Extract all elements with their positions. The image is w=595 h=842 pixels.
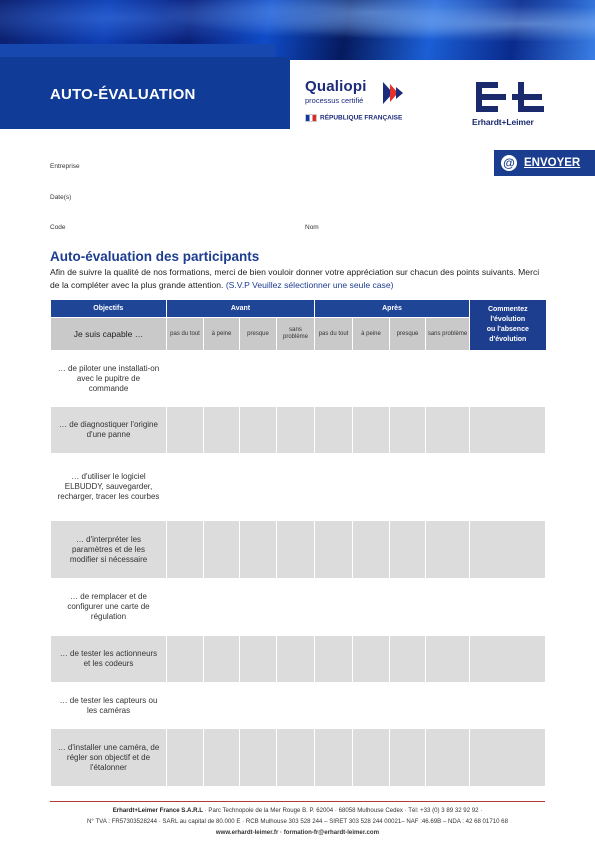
rating-cell-apres-4[interactable]	[426, 579, 470, 636]
erhardt-leimer-logo-icon	[472, 80, 548, 114]
intro-text: Afin de suivre la qualité de nos formations, merci de bien vouloir donner votre appréciation sur chacun des points suivants. Merci de la compléter avec la plus grande attention.	[50, 267, 540, 290]
comment-cell[interactable]	[470, 579, 546, 636]
rating-cell-avant-4[interactable]	[277, 351, 315, 407]
qualiopi-arrows-icon	[381, 80, 407, 106]
rating-cell-apres-4[interactable]	[426, 683, 470, 729]
field-entreprise-label: Entreprise	[50, 163, 80, 170]
scale-apres-sans-probleme: sans problème	[426, 318, 470, 351]
rating-cell-avant-4[interactable]	[277, 579, 315, 636]
rating-cell-apres-4[interactable]	[426, 729, 470, 787]
republique-francaise-mark	[305, 114, 402, 122]
rating-cell-apres-1[interactable]	[315, 521, 353, 579]
rating-cell-apres-1[interactable]	[315, 579, 353, 636]
objective-label: … de diagnostiquer l'origine d'une panne	[51, 407, 167, 454]
field-nom-label: Nom	[305, 224, 319, 231]
rating-cell-avant-4[interactable]	[277, 636, 315, 683]
rating-cell-avant-1[interactable]	[167, 407, 204, 454]
rating-cell-apres-3[interactable]	[390, 579, 426, 636]
rating-cell-avant-3[interactable]	[240, 351, 277, 407]
table-row	[51, 521, 546, 579]
rating-cell-avant-3[interactable]	[240, 407, 277, 454]
comment-header-line: Commentez	[487, 306, 528, 313]
rating-cell-avant-3[interactable]	[240, 729, 277, 787]
comment-cell[interactable]	[470, 521, 546, 579]
rating-cell-avant-2[interactable]	[204, 454, 240, 521]
objective-label: … de tester les actionneurs et les codeurs	[51, 636, 167, 683]
rating-cell-apres-1[interactable]	[315, 407, 353, 454]
section-title: Auto-évaluation des participants	[50, 249, 260, 264]
table-row	[51, 729, 546, 787]
comment-cell[interactable]	[470, 351, 546, 407]
rating-cell-apres-2[interactable]	[353, 729, 390, 787]
scale-avant-a-peine: à peine	[204, 318, 240, 351]
table-row	[51, 579, 546, 636]
rating-cell-apres-4[interactable]	[426, 636, 470, 683]
rating-cell-apres-1[interactable]	[315, 636, 353, 683]
rating-cell-avant-4[interactable]	[277, 683, 315, 729]
rating-cell-avant-2[interactable]	[204, 521, 240, 579]
table-row	[51, 351, 546, 407]
footer-legal: N° TVA : FR57303528244 · SARL au capital de 80.000 E · RCB Mulhouse 303 528 244 – SIRET 303 528 244 00021– NAF :46.69B – NDA : 42 68 01710 68	[87, 818, 508, 825]
comment-cell[interactable]	[470, 407, 546, 454]
rating-cell-avant-3[interactable]	[240, 636, 277, 683]
rating-cell-avant-2[interactable]	[204, 729, 240, 787]
at-icon: @	[501, 155, 517, 171]
rating-cell-avant-1[interactable]	[167, 636, 204, 683]
rating-cell-avant-4[interactable]	[277, 407, 315, 454]
rating-cell-apres-1[interactable]	[315, 683, 353, 729]
rating-cell-apres-2[interactable]	[353, 351, 390, 407]
comment-cell[interactable]	[470, 729, 546, 787]
scale-avant-sans-probleme: sans problème	[277, 318, 315, 351]
header-apres: Après	[315, 300, 470, 318]
rating-cell-apres-3[interactable]	[390, 636, 426, 683]
rating-cell-avant-2[interactable]	[204, 636, 240, 683]
rating-cell-apres-4[interactable]	[426, 351, 470, 407]
rating-cell-apres-3[interactable]	[390, 521, 426, 579]
rating-cell-avant-2[interactable]	[204, 579, 240, 636]
header-objectifs: Objectifs	[51, 300, 167, 318]
comment-cell[interactable]	[470, 454, 546, 521]
rating-cell-apres-2[interactable]	[353, 454, 390, 521]
table-row	[51, 683, 546, 729]
rating-cell-avant-1[interactable]	[167, 521, 204, 579]
capable-label: Je suis capable …	[51, 318, 167, 351]
title-band-accent	[0, 44, 275, 57]
page-title: AUTO-ÉVALUATION	[50, 86, 196, 103]
comment-cell[interactable]	[470, 636, 546, 683]
rating-cell-avant-3[interactable]	[240, 521, 277, 579]
intro-hint: (S.V.P Veuillez sélectionner une seule case)	[225, 280, 394, 290]
comment-header-line: d'évolution	[489, 336, 527, 343]
rating-cell-apres-2[interactable]	[353, 683, 390, 729]
header-avant: Avant	[167, 300, 315, 318]
table-row	[51, 407, 546, 454]
rating-cell-apres-1[interactable]	[315, 351, 353, 407]
republique-francaise-text: RÉPUBLIQUE FRANÇAISE	[320, 114, 403, 122]
rating-cell-avant-3[interactable]	[240, 579, 277, 636]
objective-label: … d'installer une caméra, de régler son objectif et de l'étalonner	[51, 729, 167, 787]
company-logo-text: Erhardt+Leimer	[472, 117, 534, 127]
field-code-label: Code	[50, 224, 66, 231]
scale-avant-presque: presque	[240, 318, 277, 351]
rating-cell-apres-1[interactable]	[315, 729, 353, 787]
rating-cell-avant-1[interactable]	[167, 454, 204, 521]
objective-label: … d'utiliser le logiciel ELBUDDY, sauvegarder, recharger, tracer les courbes	[51, 454, 167, 521]
rating-cell-apres-3[interactable]	[390, 351, 426, 407]
rating-cell-apres-3[interactable]	[390, 454, 426, 521]
comment-header-line: l'évolution	[490, 316, 526, 323]
rating-cell-apres-1[interactable]	[315, 454, 353, 521]
scale-avant-pas-du-tout: pas du tout	[167, 318, 204, 351]
objective-label: … d'interpréter les paramètres et de les modifier si nécessaire	[51, 521, 167, 579]
rating-cell-avant-2[interactable]	[204, 351, 240, 407]
rating-cell-apres-2[interactable]	[353, 579, 390, 636]
comment-header-line: ou l'absence	[486, 326, 529, 333]
section-intro	[50, 266, 550, 292]
qualiopi-name: Qualiopi	[305, 78, 367, 95]
send-button[interactable]	[494, 150, 595, 176]
rating-cell-apres-4[interactable]	[426, 521, 470, 579]
rating-cell-avant-3[interactable]	[240, 683, 277, 729]
footer-company: Erhardt+Leimer France S.A.R.L	[112, 807, 203, 814]
rating-cell-avant-1[interactable]	[167, 351, 204, 407]
footer-contact: www.erhardt-leimer.fr · formation-fr@erhardt-leimer.com	[215, 829, 380, 836]
rating-cell-avant-3[interactable]	[240, 454, 277, 521]
evaluation-table	[50, 300, 546, 787]
rating-cell-avant-4[interactable]	[277, 454, 315, 521]
comment-cell[interactable]	[470, 683, 546, 729]
rating-cell-avant-1[interactable]	[167, 729, 204, 787]
table-row	[51, 636, 546, 683]
footer-address-text: · Parc Technopole de la Mer Rouge B. P. 62004 · 68058 Mulhouse Cedex · Tél: +33 (0) 3 89 32 92 92 ·	[202, 807, 483, 814]
qualiopi-logo	[305, 78, 367, 105]
scale-apres-presque: presque	[390, 318, 426, 351]
field-date-label: Date(s)	[50, 194, 72, 201]
french-flag-icon	[305, 114, 317, 122]
rating-cell-apres-4[interactable]	[426, 454, 470, 521]
send-button-label: ENVOYER	[524, 157, 581, 169]
scale-apres-pas-du-tout: pas du tout	[315, 318, 353, 351]
objective-label: … de tester les capteurs ou les caméras	[51, 683, 167, 729]
scale-apres-a-peine: à peine	[353, 318, 390, 351]
rating-cell-avant-2[interactable]	[204, 407, 240, 454]
qualiopi-tagline: processus certifié	[305, 96, 364, 105]
objective-label: … de remplacer et de configurer une carte de régulation	[51, 579, 167, 636]
rating-cell-apres-3[interactable]	[390, 729, 426, 787]
rating-cell-apres-2[interactable]	[353, 521, 390, 579]
rating-cell-avant-1[interactable]	[167, 683, 204, 729]
rating-cell-avant-1[interactable]	[167, 579, 204, 636]
rating-cell-apres-4[interactable]	[426, 407, 470, 454]
footer-address	[0, 807, 595, 814]
footer-divider	[50, 801, 545, 802]
rating-cell-avant-4[interactable]	[277, 729, 315, 787]
rating-cell-avant-2[interactable]	[204, 683, 240, 729]
rating-cell-apres-3[interactable]	[390, 683, 426, 729]
rating-cell-apres-2[interactable]	[353, 407, 390, 454]
rating-cell-apres-2[interactable]	[353, 636, 390, 683]
rating-cell-apres-3[interactable]	[390, 407, 426, 454]
rating-cell-avant-4[interactable]	[277, 521, 315, 579]
header-commentez	[470, 300, 546, 351]
table-row	[51, 454, 546, 521]
objective-label: … de piloter une installati-on avec le pupitre de commande	[51, 351, 167, 407]
